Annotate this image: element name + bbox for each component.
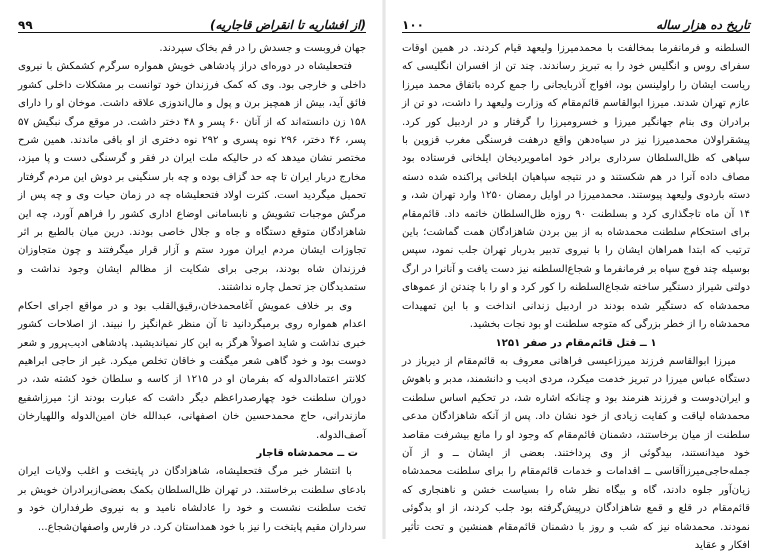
section-heading: ت ــ محمدشاه قاجار	[256, 447, 358, 459]
paragraph: با انتشار خبر مرگ فتحعلیشاه، شاهزادگان در پایتخت و اغلب ولایات ایران بادعای سلطنت برخاستند. در تهران ظل‌السلطان بکمک بعضی‌ازبرادران خویش بر تخت سلطنت نشست و خود را عادلشاه نامید و به نیروی طرفداران خود و سرداران مقیم پایتخت را نیز با خود همداستان کرد. در فارس واصفهان‌شجاع‌...	[18, 466, 366, 533]
book-gutter	[382, 0, 386, 539]
header-title: تاریخ ده هزار ساله	[656, 18, 750, 32]
left-page	[8, 0, 376, 539]
section-heading: ۱ ــ قتل قائم‌مقام در صفر ۱۲۵۱	[495, 337, 657, 349]
header-title: (از افشاریه تا انقراض قاجاریه)	[209, 18, 366, 32]
right-page	[392, 0, 760, 551]
running-head	[18, 10, 366, 33]
paragraph: السلطنه و فرمانفرما بمخالفت با محمدمیرزا ولیعهد قیام کردند. در همین اوقات سفرای روس و انگلیس خود را به تبریز رساندند. چند تن از افسران انگلیسی که ریاست ایشان را راولینسن بود، افواج آذربایجانی را جمع کرده باتفاق محمد میرزا عازم تهران شدند. میرزا ابوالقاسم قائم‌مقام که وزارت ولیعهد را داشت، دو تن از برادران وی بنام جهانگیر میرزا و خسرومیرزا را گرفتار و در اردبیل کور کرد. پیشقراولان محمدمیرزا نیز در سیاه‌دهن واقع درهفت فرسنگی مغرب قزوین با سپاهی که ظل‌السلطان سرداری برادر خود امامویردیخان ایلخانی فرستاده بود مصاف داده آنرا در هم شکستند و در نتیجه سپاهیان ایلخانی پراکنده شده دسته دسته باردوی ولیعهد پیوستند. محمدمیرزا در اوایل رمضان ۱۲۵۰ وارد تهران شد، و ۱۴ آن ماه تاجگذاری کرد و بسلطنت ۹۰ روزه ظل‌السلطان خاتمه داد. قائم‌مقام برای استحکام سلطنت محمدشاه به از بین بردن شاهزادگان همت گماشت؛ باین ترتیب که ابتدا همراهان ایشان را با نیروی تدبیر بدربار تهران جلب نمود، سپس بوسیله چند فوج سپاه بر فرمانفرما و شجاع‌السلطنه نیز دست یافت و آنانرا در ارگ دولتی شیراز دستگیر ساخته شجاع‌السلطنه را کور کرد و او را با چندتن از عموهای محمدشاه که دستگیر شده بودند در اردبیل زندانی انداخت و با این تمهیدات محمدشاه را از خطر بزرگی که متوجه سلطنت او بود نجات بخشید.	[402, 43, 750, 331]
paragraph: فتحعلیشاه در دوره‌ای دراز پادشاهی خویش همواره سرگرم کشمکش با نیروی داخلی و خارجی بود. وی که کمک فرزندان خود توانست بر مشکلات داخلی کشور فائق آید، بیش از همچیز برن و پول و مال‌اندوزی علاقه داشت. موخان او را دارای ۱۵۸ زن دانسته‌اند که از آنان ۶۰ پسر و ۴۸ دختر داشت. در موقع مرگ نبگیش ۵۷ پسر، ۴۶ دختر، ۲۹۶ نوه پسری و ۲۹۲ نوه دختری از او باقی ماندند. همین شرح مختصر نشان میدهد که در حالیکه ملت ایران در فقر و گرسنگی دست و پا میزد، مخارج دربار ایران تا چه حد گزاف بوده و چه بار سنگینی بر دوش این مردم گرفتار تحمیل میگردید است. کثرت اولاد فتحعلیشاه چه در زمان حیات وی و چه پس از مرگش موجبات تشویش و نابسامانی اوضاع اداری کشور را فراهم آورد، چه این شاهزادگان متوقع دستگاه و جاه و جلال خاصی بودند. درین میان بالطبع بر اثر تجاوزات ایشان مردم ایران مورد ستم و آزار قرار میگرفتند و چون متجاوزان فرزندان شاه بودند، برجی برای شکایت از مظالم ایشان وجود نداشت و ستمدیدگان جز تحمل چاره نداشتند.	[18, 61, 367, 294]
page-number: ۹۹	[18, 18, 33, 32]
body-text	[402, 40, 750, 555]
running-head	[402, 10, 750, 33]
paragraph: جهان فروبست و جسدش را در قم بخاک سپردند.	[159, 43, 366, 54]
body-text	[18, 40, 366, 537]
paragraph: میرزا ابوالقاسم فرزند میرزاعیسی فراهانی معروف به قائم‌مقام از دیرباز در دستگاه عباس میرزا در تبریز خدمت میکرد، مردی ادیب و دانشمند، مدبر و باهوش و ایران‌دوست و فرزند هنرمند بود و چنانکه اشاره شد، در تحکیم اساس سلطنت محمدشاه لیاقت و کفایت زیادی از خود نشان داد. پس از آنکه شاهزادگان مدعی سلطنت از میان برخاستند، دشمنان قائم‌مقام که وجود او را مانع بیشرفت مقاصد خود میدانستند، بیدگوئی از وی پرداختند. بعضی از ایشان ــ و از آن جمله‌حاجی‌میرزاآقاسی ــ اقدامات و خدمات قائم‌مقام را برای سلطنت محمدشاه زیان‌آور جلوه دادند، گاه و بیگاه نظر شاه را بسیاست خشن و ناهنجاری که قائم‌مقام در قلع و قمع شاهزادگان درپیش‌گرفته بود جلب کردند، از او بدگوئی نمودند. محمدشاه نیز که شب و روز با دشمنان قائم‌مقام همنشین و تحت تأثیر افکار و عقاید	[402, 355, 750, 551]
page-number: ۱۰۰	[402, 18, 424, 32]
paragraph: وی بر خلاف عمویش آغامحمدخان،رقیق‌القلب بود و در مواقع اجرای احکام اعدام همواره روی برمیگردانید تا آن منظر غم‌انگیز را نبیند. از اصلاحات کشور خبری نداشت و شاید اصولاً هرگز به این کار نمیاندیشید. پادشاهی ادیب‌پرور و شعر دوست بود و خود گاهی شعر میگفت و خاقان تخلص میکرد. غیر از حاجی ابراهیم کلانتر اعتمادالدوله که بفرمان او در ۱۲۱۵ از کاسه و سلطان خود کشته شد، در دوران سلطنت خود چهارصدراعظم دیگر داشت که عبارت بودند از: میرزاشفیع مازندرانی، حاج محمدحسین خان اصفهانی، عبدالله خان امین‌الدوله واللهیارخان آصف‌الدوله.	[18, 300, 367, 441]
